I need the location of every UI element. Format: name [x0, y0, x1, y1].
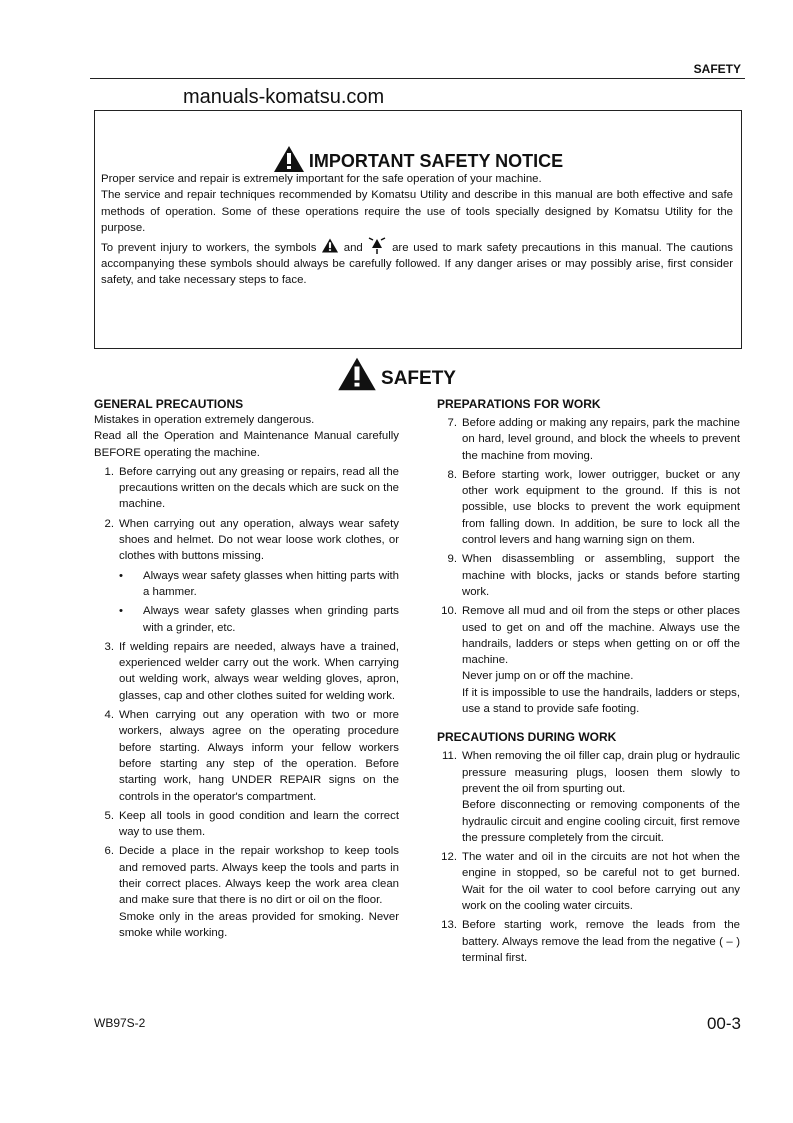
list-item: 9. When disassembling or assembling, support the machine with blocks, jacks or stands before starting work.	[447, 553, 740, 598]
list-item: 6. Decide a place in the repair workshop to keep tools and removed parts. Always keep the tools and parts in their correct places. Always keep the work area clean and make sure that there is no dirt or oil on the floor. Smoke only in the areas provided for smoking. Never smoke while working.	[104, 845, 399, 939]
preparations-heading: PREPARATIONS FOR WORK	[437, 397, 601, 411]
warning-triangle-icon	[273, 145, 305, 173]
safety-title: SAFETY	[0, 356, 793, 392]
header-rule	[90, 78, 745, 79]
list-item: 2. When carrying out any operation, always wear safety shoes and helmet. Do not wear loose work clothes, or clothes with buttons missing. • Always wear safety glasses when hitting parts with a hammer. • Always wear safety glasses when grinding parts with a grinder, etc.	[94, 516, 399, 636]
electrical-hazard-icon	[367, 237, 387, 254]
list-item: 7. Before adding or making any repairs, park the machine on hard, level ground, and block the wheels to prevent the machine from moving.	[447, 417, 740, 462]
during-work-heading: PRECAUTIONS DURING WORK	[437, 730, 617, 745]
left-column: GENERAL PRECAUTIONS Mistakes in operation extremely dangerous. Read all the Operation and Maintenance Manual carefully BEFORE operating the machine. 1. Before carrying out any greasing or repairs, read all the precautions written on the decals which are suck on the machine. 2. When carrying out any operation, always wear safety shoes and helmet. Do not wear loose work clothes, or clothes with buttons missing. • Always wear safety glasses when hitting parts with a hammer. • Always wear safety glasses when grinding parts with a grinder, etc. 3. If welding repairs are needed, always have a trained, experienced welder carry out the work. When carrying out welding work, always wear welding gloves, apron, glasses, cap and other clothes suited for welding work. 4. When carrying out any operation with two or more workers, always agree on the operating procedure before starting. Always inform your fellow workers before starting any step of the operation. Before starting work, hang UNDER REPAIR signs on the controls in the operator's compartment. 5. Keep all tools in good condition and learn the correct way to use them. 6. Decide a place in the repair workshop to keep tools and removed parts. Always keep the tools and parts in their correct places. Always keep the work area clean and make sure that there is no dirt or oil on the floor. Smoke only in the areas provided for smoking. Never smoke while working.	[94, 396, 399, 941]
list-item: 11. When removing the oil filler cap, drain plug or hydraulic pressure measuring plugs, loosen them slowly to prevent the oil from spurting out. Before disconnecting or removing components of the hydraulic circuit and engine cooling circuit, first remove the pressure completely from the circuit.	[442, 750, 740, 844]
list-item: 12. The water and oil in the circuits are not hot when the engine in stopped, so be careful not to get burned. Wait for the oil water to cool before carrying out any work on the cooling water circuits.	[441, 851, 740, 913]
warning-triangle-icon	[321, 238, 339, 253]
watermark: manuals-komatsu.com	[183, 86, 385, 108]
list-item: 3. If welding repairs are needed, always have a trained, experienced welder carry out the work. When carrying out welding work, always wear welding gloves, apron, glasses, cap and other clothes suited for welding work.	[104, 640, 399, 702]
model-label: WB97S-2	[94, 1016, 146, 1030]
list-item: 10. Remove all mud and oil from the steps or other places used to get on and off the machine. Always use the handrails, ladders or steps when getting on or off the machine. Never jump on or off the machine. If it is impossible to use the handrails, ladders or steps, use a stand to provide safe footing.	[441, 605, 740, 716]
list-item: 13. Before starting work, remove the leads from the battery. Always remove the lead from the negative ( – ) terminal first.	[441, 919, 740, 964]
list-item: 8. Before starting work, lower outrigger, bucket or any other work equipment to the ground. If this is not possible, use blocks to prevent the work equipment from falling down. In addition, be sure to lock all the control levers and hang warning sign on them.	[447, 468, 740, 547]
bullet-item: • Always wear safety glasses when grinding parts with a grinder, etc.	[119, 605, 399, 634]
general-precautions-heading: GENERAL PRECAUTIONS	[94, 397, 244, 411]
notice-body: Proper service and repair is extremely important for the safe operation of your machine. The service and repair techniques recommended by Komatsu Utility and describe in this manual are both effective and safe methods of operation. Some of these operations require the use of tools specially designed by Komatsu Utility for the purpose. To prevent injury to workers, the symbols and are used to mark safety precautions in this manual. The cautions accompanying these symbols should always be carefully followed. If any danger arises or may possibly arise, first consider safety, and take necessary steps to face.	[101, 173, 733, 287]
right-column	[437, 396, 740, 966]
list-item: 1. Before carrying out any greasing or repairs, read all the precautions written on the decals which are suck on the machine.	[104, 465, 399, 511]
page-number: 00-3	[706, 1014, 741, 1033]
warning-triangle-icon	[337, 356, 377, 392]
bullet-item: • Always wear safety glasses when hitting parts with a hammer.	[119, 569, 399, 598]
important-notice-box	[94, 110, 742, 349]
section-header: SAFETY	[693, 62, 741, 76]
list-item: 4. When carrying out any operation with two or more workers, always agree on the operating procedure before starting. Always inform your fellow workers before starting any step of the operation. Before starting work, hang UNDER REPAIR signs on the controls in the operator's compartment.	[104, 709, 399, 803]
notice-title: IMPORTANT SAFETY NOTICE	[95, 145, 741, 173]
list-item: 5. Keep all tools in good condition and learn the correct way to use them.	[104, 809, 399, 839]
